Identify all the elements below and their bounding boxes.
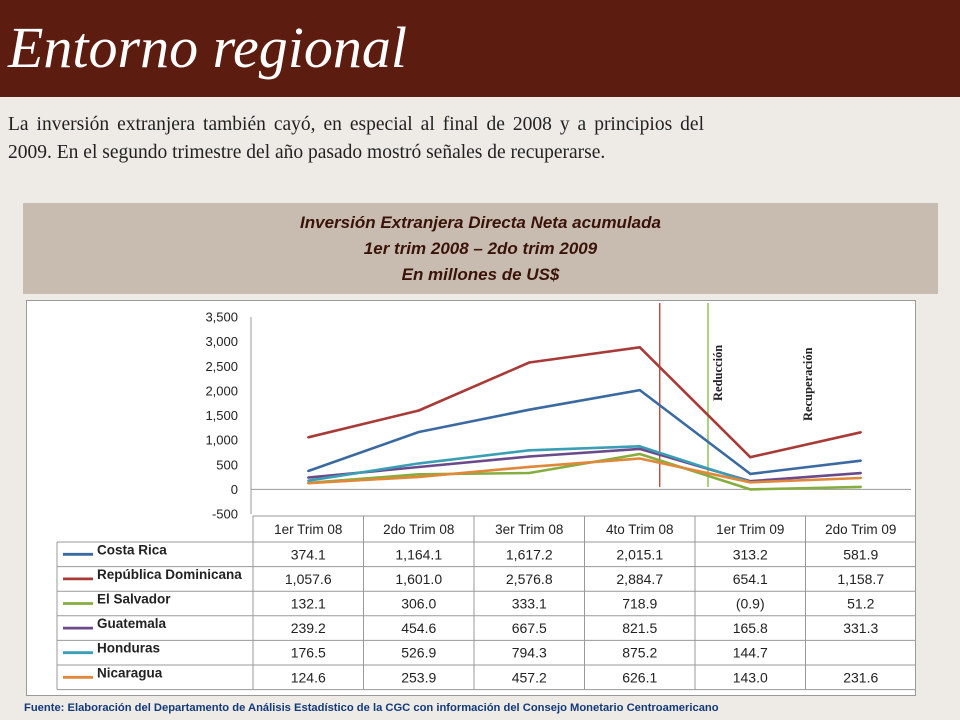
legend-series-name: Guatemala xyxy=(97,616,167,632)
data-point xyxy=(528,409,530,411)
data-point xyxy=(749,481,751,483)
data-point xyxy=(639,453,641,455)
data-point xyxy=(639,448,641,450)
table-cell-value: 331.3 xyxy=(843,620,879,637)
category-label: 2do Trim 08 xyxy=(383,522,455,537)
data-point xyxy=(528,361,530,363)
data-point xyxy=(307,482,309,484)
table-cell-value: 626.1 xyxy=(622,669,658,686)
table-cell-value: 2,884.7 xyxy=(616,570,664,587)
data-point xyxy=(860,486,862,488)
table-cell-value: 454.6 xyxy=(401,620,437,637)
y-tick-label: 3,000 xyxy=(205,334,238,350)
y-tick-label: 0 xyxy=(230,481,238,497)
table-cell-value: 306.0 xyxy=(401,595,437,612)
data-point xyxy=(418,431,420,433)
data-point xyxy=(639,445,641,447)
table-cell-value: 176.5 xyxy=(290,644,326,661)
table-cell-value: 654.1 xyxy=(732,570,768,587)
page-title: Entorno regional xyxy=(8,15,408,80)
line-chart xyxy=(27,301,915,695)
data-point xyxy=(307,436,309,438)
table-cell-value: 526.9 xyxy=(401,644,437,661)
legend-series-name: Nicaragua xyxy=(97,665,163,681)
table-cell-value: 875.2 xyxy=(622,644,658,661)
table-cell-value: 667.5 xyxy=(511,620,547,637)
y-tick-label: 1,000 xyxy=(205,432,238,448)
data-point xyxy=(528,472,530,474)
table-cell-value: 124.6 xyxy=(290,669,326,686)
annotation-reduccion: Reducción xyxy=(711,344,725,401)
y-tick-label: 2,000 xyxy=(205,383,238,399)
title-bar xyxy=(0,0,960,97)
data-point xyxy=(749,456,751,458)
data-point xyxy=(749,488,751,490)
data-point xyxy=(528,466,530,468)
data-point xyxy=(639,389,641,391)
category-label: 2do Trim 09 xyxy=(825,522,897,537)
table-cell-value: 144.7 xyxy=(732,644,768,661)
table-cell-value: 1,601.0 xyxy=(395,570,443,587)
legend-series-name: República Dominicana xyxy=(97,566,242,582)
chart-title: Inversión Extranjera Directa Neta acumulada xyxy=(300,213,661,232)
data-point xyxy=(418,462,420,464)
table-cell-value: 51.2 xyxy=(847,595,875,612)
data-point xyxy=(418,466,420,468)
series-line xyxy=(308,390,861,474)
data-point xyxy=(860,472,862,474)
table-cell-value: 253.9 xyxy=(401,669,437,686)
category-label: 1er Trim 08 xyxy=(274,522,343,537)
data-point xyxy=(528,455,530,457)
chart-units: En millones de US$ xyxy=(401,265,560,284)
chart-period: 1er trim 2008 – 2do trim 2009 xyxy=(363,239,598,258)
category-label: 3er Trim 08 xyxy=(495,522,564,537)
table-cell-value: 165.8 xyxy=(732,620,768,637)
data-point xyxy=(639,346,641,348)
y-tick-label: -500 xyxy=(211,506,238,522)
table-cell-value: 239.2 xyxy=(290,620,326,637)
table-cell-value: 457.2 xyxy=(511,669,547,686)
data-point xyxy=(860,431,862,433)
table-cell-value: 1,164.1 xyxy=(395,546,443,563)
chart-container xyxy=(26,300,916,696)
table-cell-value: 2,576.8 xyxy=(505,570,553,587)
data-point xyxy=(860,460,862,462)
y-tick-label: 1,500 xyxy=(205,408,238,423)
legend-series-name: Honduras xyxy=(97,640,161,656)
legend-series-name: Costa Rica xyxy=(97,542,167,558)
table-cell-value: 132.1 xyxy=(290,595,326,612)
data-point xyxy=(418,473,420,475)
source-note: Fuente: Elaboración del Departamento de Análisis Estadístico de la CGC con información del Consejo Monetario Centroamericano xyxy=(24,702,719,714)
y-tick-label: 2,500 xyxy=(205,358,238,374)
table-cell-value: 143.0 xyxy=(732,669,768,686)
category-label: 1er Trim 09 xyxy=(716,522,785,537)
table-cell-value: 821.5 xyxy=(622,620,658,637)
table-cell-value: 231.6 xyxy=(843,669,879,686)
table-cell-value: 794.3 xyxy=(511,644,547,661)
table-cell-value: 718.9 xyxy=(622,595,658,612)
y-tick-label: 500 xyxy=(216,457,238,473)
data-point xyxy=(639,457,641,459)
table-cell-value: 581.9 xyxy=(843,546,879,563)
data-point xyxy=(528,449,530,451)
data-point xyxy=(749,473,751,475)
intro-paragraph: La inversión extranjera también cayó, en especial al final de 2008 y a principios del 2009. En el segundo trimestre del año pasado mostró señales de recuperarse. xyxy=(8,114,704,163)
data-point xyxy=(307,470,309,472)
data-point xyxy=(860,477,862,479)
table-cell-value: 1,158.7 xyxy=(837,570,885,587)
data-point xyxy=(307,479,309,481)
chart-header xyxy=(23,203,938,294)
legend-series-name: El Salvador xyxy=(97,591,171,607)
data-point xyxy=(418,476,420,478)
table-cell-value: 1,617.2 xyxy=(505,546,553,563)
y-tick-label: 3,500 xyxy=(205,309,238,325)
data-point xyxy=(418,409,420,411)
table-cell-value: 2,015.1 xyxy=(616,546,664,563)
annotation-recuperacion: Recuperación xyxy=(801,347,815,421)
category-label: 4to Trim 08 xyxy=(605,522,674,537)
table-cell-value: 313.2 xyxy=(732,546,768,563)
table-cell-value: (0.9) xyxy=(735,595,765,612)
table-cell-value: 374.1 xyxy=(290,546,326,563)
table-cell-value: 333.1 xyxy=(511,595,547,612)
table-cell-value: 1,057.6 xyxy=(284,570,332,587)
data-point xyxy=(307,476,309,478)
